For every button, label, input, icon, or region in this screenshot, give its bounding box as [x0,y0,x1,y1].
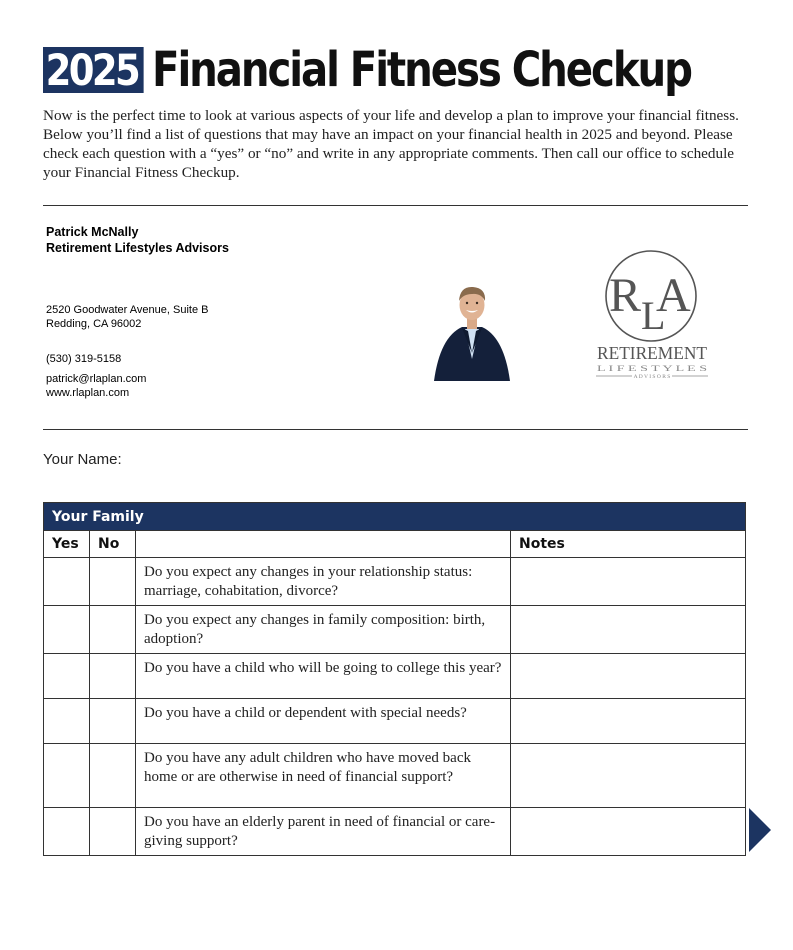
question-text: Do you have any adult children who have moved back home or are otherwise in need of financial support? [136,744,511,808]
divider-bottom [43,429,748,430]
rla-logo [596,250,709,380]
column-question [136,531,511,558]
website-link[interactable]: www.rlaplan.com [46,387,130,399]
table-row [44,606,746,654]
svg-text:A D V I S O R S: A D V I S O R S [633,374,671,380]
question-text: Do you have a child who will be going to college this year? [136,654,511,699]
intro-paragraph: Now is the perfect time to look at various aspects of your life and develop a plan to improve your financial fitness. Below you’ll find a list of questions that may have an impact on your financial health in 2025 and beyond. Please check each question with a “yes” or “no” and write in any appropriate comments. Then call our office to schedule your Financial Fitness Checkup. [43,107,739,181]
no-checkbox[interactable] [90,606,136,654]
svg-text:L: L [641,293,666,338]
no-checkbox[interactable] [90,654,136,699]
notes-field[interactable] [511,606,746,654]
title-text: Financial Fitness Checkup [151,42,691,98]
your-name-label: Your Name: [43,451,122,468]
address-line-1: 2520 Goodwater Avenue, Suite B [46,304,209,316]
notes-field[interactable] [511,744,746,808]
advisor-company: Retirement Lifestyles Advisors [46,241,229,255]
notes-field[interactable] [511,808,746,856]
yes-checkbox[interactable] [44,654,90,699]
table-row [44,558,746,606]
yes-checkbox[interactable] [44,808,90,856]
phone-number: (530) 319-5158 [46,353,122,365]
question-text: Do you expect any changes in your relationship status: marriage, cohabitation, divorce? [136,558,511,606]
year-badge: 2025 [43,47,143,93]
notes-field[interactable] [511,699,746,744]
table-row [44,654,746,699]
notes-field[interactable] [511,654,746,699]
no-checkbox[interactable] [90,744,136,808]
table-row [44,744,746,808]
table-row [44,808,746,856]
table-row [44,699,746,744]
yes-checkbox[interactable] [44,744,90,808]
question-text: Do you have an elderly parent in need of financial or care-giving support? [136,808,511,856]
notes-field[interactable] [511,558,746,606]
svg-text:L I F E S T Y L E S: L I F E S T Y L E S [597,363,708,373]
next-page-arrow-icon[interactable] [749,808,771,852]
no-checkbox[interactable] [90,808,136,856]
svg-text:RETIREMENT: RETIREMENT [597,343,708,363]
column-notes: Notes [511,531,746,558]
no-checkbox[interactable] [90,558,136,606]
family-checklist-table [43,502,746,856]
question-text: Do you have a child or dependent with special needs? [136,699,511,744]
question-text: Do you expect any changes in family composition: birth, adoption? [136,606,511,654]
yes-checkbox[interactable] [44,558,90,606]
advisor-name: Patrick McNally [46,225,139,239]
svg-text:R: R [609,269,642,322]
yes-checkbox[interactable] [44,606,90,654]
svg-text:A: A [656,269,691,322]
section-header: Your Family [44,503,746,531]
no-checkbox[interactable] [90,699,136,744]
address-line-2: Redding, CA 96002 [46,318,142,330]
advisor-photo [432,281,512,385]
divider-top [43,205,748,206]
column-yes: Yes [44,531,90,558]
email-link[interactable]: patrick@rlaplan.com [46,373,147,385]
column-no: No [90,531,136,558]
page-title [43,42,793,98]
yes-checkbox[interactable] [44,699,90,744]
